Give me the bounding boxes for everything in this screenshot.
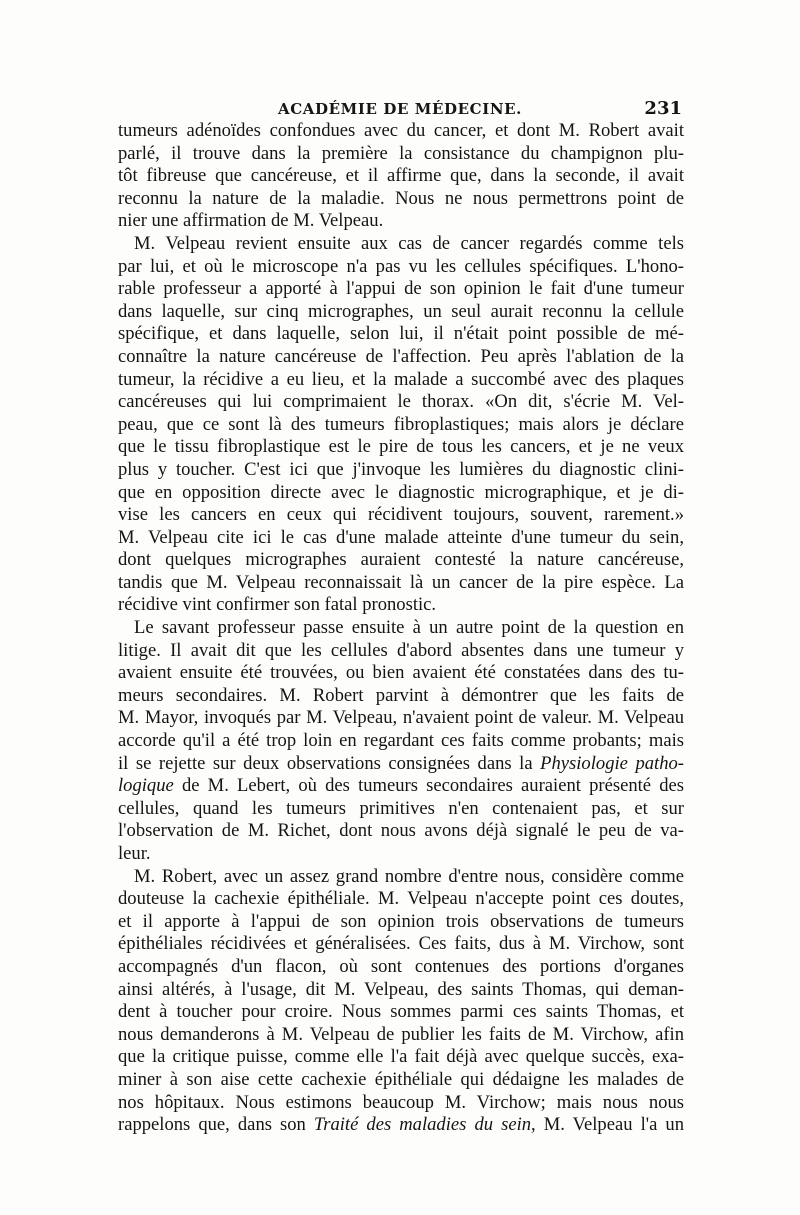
text-line (118, 617, 684, 640)
line-text: l'observation de M. Richet, dont nous avons déjà signalé le peu de va- (118, 820, 684, 842)
text-line (118, 707, 684, 730)
text-line (118, 933, 684, 956)
line-text: que la critique puisse, comme elle l'a fait déjà avec quelque succès, exa- (118, 1046, 684, 1068)
text-line (118, 301, 684, 324)
text-line (118, 911, 684, 934)
text-line (118, 549, 684, 572)
text-line (118, 843, 684, 866)
body-text (118, 120, 684, 1137)
text-line (118, 1046, 684, 1069)
line-text: nier une affirmation de M. Velpeau. (118, 210, 384, 232)
line-text: M. Velpeau revient ensuite aux cas de cancer regardés comme tels (134, 232, 684, 254)
line-text: cellules, quand les tumeurs primitives n'en contenaient pas, et sur (118, 797, 684, 819)
line-text: il se rejette sur deux observations consignées dans la (118, 752, 541, 774)
line-text: par lui, et où le microscope n'a pas vu les cellules spécifiques. L'hono- (118, 255, 684, 277)
text-line (118, 323, 684, 346)
line-text: accompagnés d'un flacon, où sont contenues des portions d'organes (118, 955, 684, 977)
line-text: peau, que ce sont là des tumeurs fibroplastiques; mais alors je déclare (118, 413, 684, 435)
italic-title: Traité des maladies du sein (313, 1114, 532, 1136)
text-line (118, 1001, 684, 1024)
text-line (118, 210, 684, 233)
italic-title: logique (118, 775, 174, 797)
line-text: récidive vint confirmer son fatal pronostic. (118, 594, 437, 616)
line-text: leur. (118, 843, 151, 864)
line-text: dent à toucher pour croire. Nous sommes parmi ces saints Thomas, et (118, 1001, 684, 1023)
line-text-after: de M. Lebert, où des tumeurs secondaires auraient présenté des (173, 775, 684, 797)
line-text: tumeurs adénoïdes confondues avec du cancer, et dont M. Robert avait (118, 120, 684, 141)
line-text: spécifique, et dans laquelle, selon lui, il n'était point possible de mé- (118, 323, 684, 345)
line-text: et il apporte à l'appui de son opinion trois observations de tumeurs (118, 910, 684, 932)
text-line (118, 256, 684, 279)
text-line (118, 572, 684, 595)
text-line (118, 866, 684, 889)
text-line (118, 414, 684, 437)
text-line (118, 459, 684, 482)
line-text: litige. Il avait dit que les cellules d'abord absentes dans une tumeur y (118, 639, 684, 661)
line-text: tôt fibreuse que cancéreuse, et il affirme que, dans la seconde, il avait (118, 165, 684, 187)
text-line (118, 278, 684, 301)
italic-title: Physiologie patho- (540, 752, 684, 774)
text-line (118, 1114, 684, 1137)
text-line (118, 775, 684, 798)
text-line (118, 504, 684, 527)
line-text: dont quelques micrographes auraient contesté la nature cancéreuse, (118, 549, 684, 571)
line-text: M. Mayor, invoqués par M. Velpeau, n'avaient point de valeur. M. Velpeau (118, 707, 684, 729)
text-line (118, 143, 684, 166)
running-head (118, 98, 682, 122)
line-text: plus y toucher. C'est ici que j'invoque les lumières du diagnostic clini- (118, 458, 684, 480)
text-line (118, 346, 684, 369)
line-text: accorde qu'il a été trop loin en regardant ces faits comme probants; mais (118, 730, 684, 752)
text-line (118, 979, 684, 1002)
line-text: tandis que M. Velpeau reconnaissait là un cancer de la pire espèce. La (118, 571, 684, 593)
text-line (118, 527, 684, 550)
line-text: douteuse la cachexie épithéliale. M. Velpeau n'accepte point ces doutes, (118, 888, 684, 910)
page-number: 231 (644, 98, 682, 119)
text-line (118, 369, 684, 392)
line-text: miner à son aise cette cachexie épithéliale qui dédaigne les malades de (118, 1068, 684, 1090)
text-line (118, 640, 684, 663)
line-text: avaient ensuite été trouvées, ou bien avaient été constatées dans des tu- (118, 662, 684, 684)
line-text: rappelons que, dans son (118, 1114, 314, 1136)
line-text-after: , M. Velpeau l'a un (531, 1114, 684, 1136)
line-text: M. Velpeau cite ici le cas d'une malade atteinte d'une tumeur du sein, (118, 526, 684, 548)
text-line (118, 120, 684, 143)
line-text: M. Robert, avec un assez grand nombre d'entre nous, considère comme (134, 865, 684, 887)
text-line (118, 888, 684, 911)
line-text: Le savant professeur passe ensuite à un autre point de la question en (134, 617, 684, 639)
line-text: ainsi altérés, à l'usage, dit M. Velpeau, des saints Thomas, qui deman- (118, 978, 684, 1000)
text-line (118, 820, 684, 843)
text-line (118, 1024, 684, 1047)
line-text: cancéreuses qui lui comprimaient le thorax. «On dit, s'écrie M. Vel- (118, 391, 684, 413)
line-text: nous demanderons à M. Velpeau de publier les faits de M. Virchow, afin (118, 1023, 684, 1045)
text-line (118, 798, 684, 821)
text-line (118, 391, 684, 414)
text-line (118, 594, 684, 617)
text-line (118, 165, 684, 188)
text-line (118, 1092, 684, 1115)
line-text: connaître la nature cancéreuse de l'affection. Peu après l'ablation de la (118, 345, 684, 367)
text-line (118, 1069, 684, 1092)
text-line (118, 956, 684, 979)
line-text: meurs secondaires. M. Robert parvint à démontrer que les faits de (118, 684, 684, 706)
line-text: que en opposition directe avec le diagnostic micrographique, et je di- (118, 481, 684, 503)
line-text: nos hôpitaux. Nous estimons beaucoup M. Virchow; mais nous nous (118, 1091, 684, 1113)
line-text: épithéliales récidivées et généralisées. Ces faits, dus à M. Virchow, sont (118, 933, 684, 955)
line-text: parlé, il trouve dans la première la consistance du champignon plu- (118, 142, 684, 164)
text-line (118, 662, 684, 685)
line-text: tumeur, la récidive a eu lieu, et la malade a succombé avec des plaques (118, 368, 684, 390)
text-line (118, 685, 684, 708)
text-line (118, 436, 684, 459)
line-text: dans laquelle, sur cinq micrographes, un seul aurait reconnu la cellule (118, 300, 684, 322)
line-text: reconnu la nature de la maladie. Nous ne nous permettrons point de (118, 187, 684, 209)
text-line (118, 730, 684, 753)
text-line (118, 188, 684, 211)
line-text: rable professeur a apporté à l'appui de son opinion le fait d'une tumeur (118, 278, 684, 300)
line-text: que le tissu fibroplastique est le pire de tous les cancers, et je ne veux (118, 436, 684, 458)
text-line (118, 233, 684, 256)
running-title: ACADÉMIE DE MÉDECINE. (278, 100, 522, 118)
text-line (118, 753, 684, 776)
line-text: vise les cancers en ceux qui récidivent toujours, souvent, rarement.» (118, 504, 684, 526)
text-line (118, 482, 684, 505)
